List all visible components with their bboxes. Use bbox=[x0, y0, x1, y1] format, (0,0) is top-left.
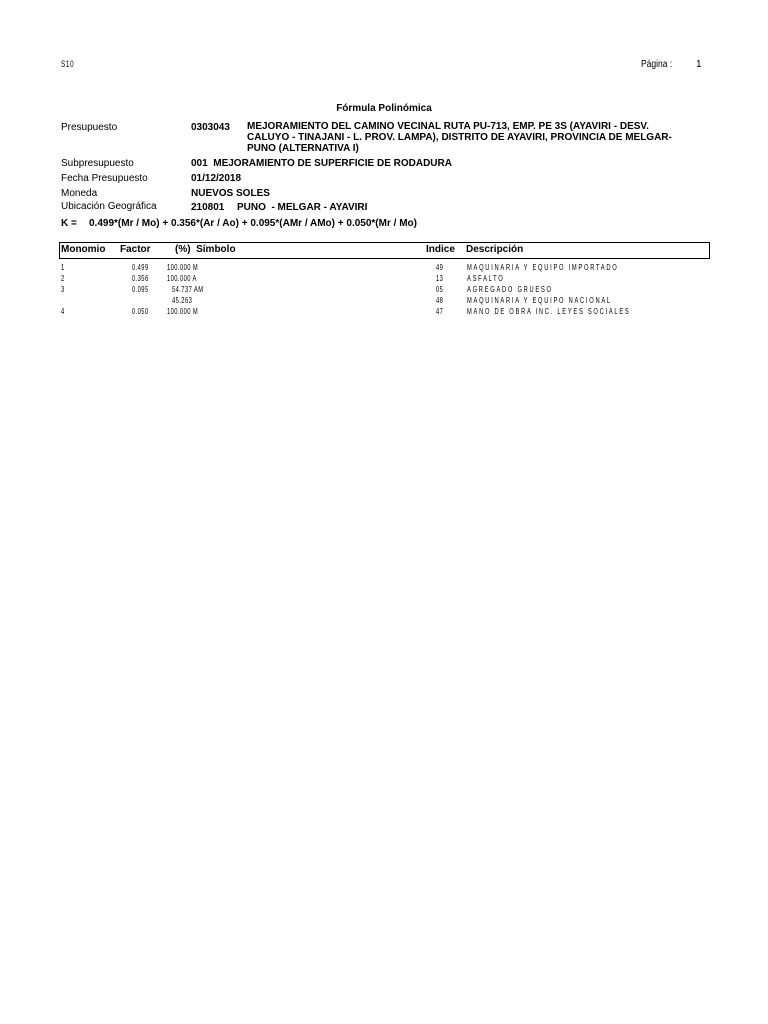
row-4-indice: 48 bbox=[436, 296, 444, 305]
row-1-descripcion: MAQUINARIA Y EQUIPO IMPORTADO bbox=[467, 263, 619, 272]
fecha-label: Fecha Presupuesto bbox=[61, 173, 148, 184]
col-indice: Indice bbox=[426, 244, 455, 255]
row-3-descripcion: AGREGADO GRUESO bbox=[467, 285, 553, 294]
row-3-pct: 54.737 AM bbox=[172, 285, 204, 294]
row-5-factor: 0.050 bbox=[132, 307, 149, 316]
row-5-indice: 47 bbox=[436, 307, 444, 316]
subpresupuesto-value: 001 MEJORAMIENTO DE SUPERFICIE DE RODADURA bbox=[191, 158, 452, 169]
row-4-descripcion: MAQUINARIA Y EQUIPO NACIONAL bbox=[467, 296, 612, 305]
row-2-pct: 100.000 A bbox=[167, 274, 197, 283]
row-3-monomio: 3 bbox=[61, 285, 65, 294]
row-1-pct: 100.000 M bbox=[167, 263, 199, 272]
ubicacion-label: Ubicación Geográfica bbox=[61, 201, 157, 212]
page-label: Página : bbox=[641, 59, 673, 70]
formula-k-label: K = bbox=[61, 218, 77, 229]
page-number: 1 bbox=[696, 59, 702, 70]
row-2-indice: 13 bbox=[436, 274, 444, 283]
row-2-factor: 0.356 bbox=[132, 274, 149, 283]
row-4-pct: 45.263 bbox=[172, 296, 193, 305]
ubicacion-value: PUNO - MELGAR - AYAVIRI bbox=[237, 202, 368, 213]
row-1-monomio: 1 bbox=[61, 263, 65, 272]
row-1-indice: 49 bbox=[436, 263, 444, 272]
subpresupuesto-label: Subpresupuesto bbox=[61, 158, 134, 169]
col-pct-simbolo: (%) Símbolo bbox=[175, 244, 236, 255]
row-3-factor: 0.095 bbox=[132, 285, 149, 294]
col-monomio: Monomio bbox=[61, 244, 106, 255]
moneda-value: NUEVOS SOLES bbox=[191, 188, 270, 199]
ubicacion-code: 210801 bbox=[191, 202, 225, 213]
row-5-pct: 100.000 M bbox=[167, 307, 199, 316]
col-factor: Factor bbox=[120, 244, 151, 255]
row-1-factor: 0.499 bbox=[132, 263, 149, 272]
row-2-descripcion: ASFALTO bbox=[467, 274, 505, 283]
moneda-label: Moneda bbox=[61, 188, 98, 199]
fecha-value: 01/12/2018 bbox=[191, 173, 242, 184]
row-5-descripcion: MANO DE OBRA INC. LEYES SOCIALES bbox=[467, 307, 631, 316]
document-title: Fórmula Polinómica bbox=[336, 103, 432, 114]
presupuesto-label: Presupuesto bbox=[61, 122, 118, 133]
system-code: S10 bbox=[61, 59, 75, 69]
formula-expression: 0.499*(Mr / Mo) + 0.356*(Ar / Ao) + 0.095*(AMr / AMo) + 0.050*(Mr / Mo) bbox=[89, 218, 417, 229]
presupuesto-description: MEJORAMIENTO DEL CAMINO VECINAL RUTA PU-713, EMP. PE 3S (AYAVIRI - DESV. CALUYO - TINAJANI - L. PROV. LAMPA), DISTRITO DE AYAVIRI, PROVINCIA DE MELGAR-PUNO (ALTERNATIVA I) bbox=[247, 121, 672, 154]
table-header-box bbox=[59, 242, 710, 259]
row-5-monomio: 4 bbox=[61, 307, 65, 316]
formula-line bbox=[61, 218, 417, 229]
col-descripcion: Descripción bbox=[466, 244, 524, 255]
presupuesto-code: 0303043 bbox=[191, 122, 230, 133]
row-3-indice: 05 bbox=[436, 285, 444, 294]
row-2-monomio: 2 bbox=[61, 274, 65, 283]
